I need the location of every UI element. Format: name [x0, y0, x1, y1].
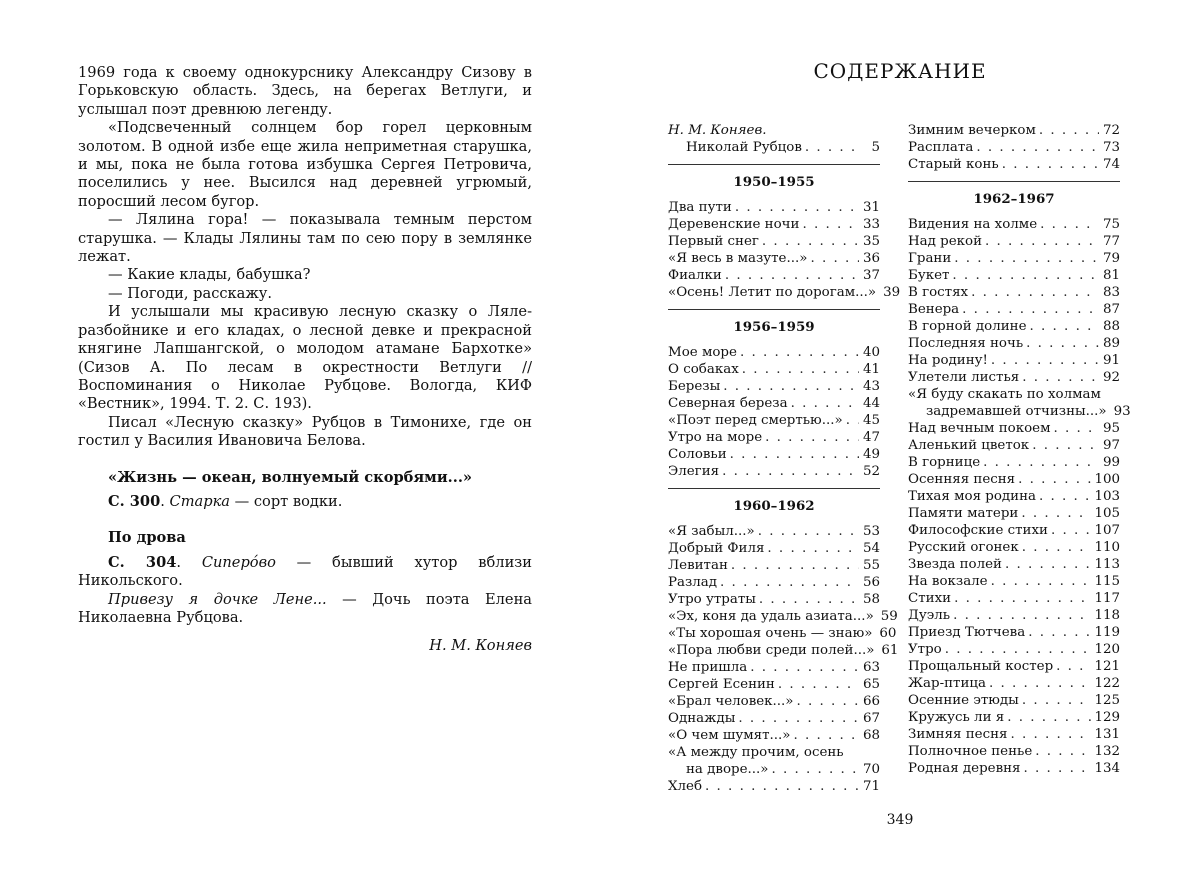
leader-dots	[976, 139, 1099, 156]
toc-entry-title: Северная береза	[668, 396, 788, 411]
toc-entry	[908, 641, 1120, 658]
toc-entry	[908, 607, 1120, 624]
toc-entry-title: Березы	[668, 379, 721, 394]
leader-dots	[797, 693, 860, 710]
toc-entry-page: 72	[1102, 123, 1120, 138]
toc-entry	[668, 267, 880, 284]
toc-entry-title: На вокзале	[908, 574, 988, 589]
toc-entry-page: 33	[862, 217, 880, 232]
leader-dots	[731, 557, 859, 574]
toc-entry-title: О собаках	[668, 362, 739, 377]
toc-section-heading: 1960–1962	[733, 498, 815, 514]
toc-entry-page: 31	[862, 200, 880, 215]
leader-dots	[971, 284, 1099, 301]
toc-entry-page: 117	[1094, 591, 1120, 606]
toc-entry	[668, 642, 899, 659]
paragraph: — Какие клады, бабушка?	[108, 266, 311, 284]
leader-dots	[759, 591, 859, 608]
leader-dots	[1022, 539, 1092, 556]
toc-entry-title: Полночное пенье	[908, 744, 1033, 759]
toc-entry-title: Дуэль	[908, 608, 951, 623]
toc-entry	[668, 710, 880, 727]
toc-entry-page: 131	[1094, 727, 1120, 742]
toc-entry-title: Грани	[908, 251, 952, 266]
toc-entry-page: 36	[862, 251, 880, 266]
toc-title: СОДЕРЖАНИЕ	[813, 59, 987, 83]
toc-entry	[668, 429, 880, 446]
toc-entry	[908, 488, 1120, 505]
toc-entry	[908, 454, 1120, 471]
toc-entry-title: задремавшей отчизны...»	[926, 404, 1107, 419]
toc-entry-title: Последняя ночь	[908, 336, 1024, 351]
toc-entry-page: 132	[1094, 744, 1120, 759]
toc-entry-title: Утро утраты	[668, 592, 756, 607]
toc-entry-title: Над вечным покоем	[908, 421, 1051, 436]
toc-entry-page: 41	[862, 362, 880, 377]
toc-entry-page: 35	[862, 234, 880, 249]
toc-entry-title: Хлеб	[668, 779, 703, 794]
toc-entry-page: 129	[1094, 710, 1120, 725]
toc-entry	[908, 675, 1120, 692]
toc-entry-page: 55	[862, 558, 880, 573]
toc-entry	[668, 761, 880, 778]
toc-entry-page: 122	[1094, 676, 1120, 691]
toc-entry	[668, 523, 880, 540]
leader-dots	[1051, 522, 1092, 539]
paragraph: 1969 года к своему однокурснику Александру Сизову в Горьковскую область. Здесь, на берегах Ветлуги, и услышал поэт древнюю легенду.	[78, 64, 532, 118]
toc-entry-page: 125	[1094, 693, 1120, 708]
leader-dots	[722, 463, 859, 480]
leader-dots	[1002, 156, 1099, 173]
toc-entry	[668, 540, 880, 557]
note-ref: С. 300	[108, 492, 161, 510]
leader-dots	[805, 139, 859, 156]
toc-entry-title: Улетели листья	[908, 370, 1020, 385]
toc-entry-page: 83	[1102, 285, 1120, 300]
toc-column-right	[908, 122, 1131, 777]
toc-entry-title: Зимним вечерком	[908, 123, 1036, 138]
leader-dots	[983, 454, 1099, 471]
toc-entry-title: Не пришла	[668, 660, 748, 675]
paragraph: — Погоди, расскажу.	[108, 284, 273, 302]
note-ref: С. 304	[108, 553, 177, 571]
note-text: — Дочь поэта Елена Николаевна Рубцова.	[78, 590, 532, 626]
leader-dots	[810, 250, 859, 267]
leader-dots	[962, 301, 1099, 318]
toc-entry-page: 58	[862, 592, 880, 607]
toc-entry-title: Элегия	[668, 464, 720, 479]
toc-entry	[908, 284, 1120, 301]
toc-entry	[668, 693, 880, 710]
leader-dots	[954, 590, 1091, 607]
toc-entry-page: 70	[862, 762, 880, 777]
leader-dots	[1005, 556, 1092, 573]
paragraph: И услышали мы красивую лесную сказку о Ляле-разбойнике и его кладах, о лесной девке и прекрасной княгине Лапшангской, о молодом атамане Бархотке» (Сизов А. По лесам в окрестности Ветлуги // Воспоминания о Николае Рубцове. Вологда, КИФ «Вестник», 1994. Т. 2. С. 193).	[78, 303, 532, 413]
leader-dots	[954, 250, 1099, 267]
leader-dots	[1026, 335, 1099, 352]
toc-entry-title: «Эх, коня да удаль азиата...»	[668, 609, 874, 624]
toc-entry-page: 67	[862, 711, 880, 726]
leader-dots	[991, 352, 1099, 369]
toc-entry-title: Жар-птица	[908, 676, 986, 691]
toc-entry	[668, 361, 880, 378]
toc-entry	[668, 574, 880, 591]
leader-dots	[1040, 216, 1099, 233]
leader-dots	[1024, 760, 1092, 777]
toc-entry-page: 119	[1094, 625, 1120, 640]
toc-entry-title: Видения на холме	[908, 217, 1038, 232]
leader-dots	[1021, 505, 1091, 522]
toc-entry-title: Сергей Есенин	[668, 677, 775, 692]
toc-entry-title: Памяти матери	[908, 506, 1019, 521]
toc-entry-page: 113	[1094, 557, 1120, 572]
toc-entry	[668, 625, 897, 642]
toc-entry-title: Осенняя песня	[908, 472, 1016, 487]
toc-entry-page: 105	[1094, 506, 1120, 521]
toc-section-heading: 1956–1959	[733, 319, 815, 335]
toc-entry	[908, 139, 1120, 156]
toc-entry-page: 115	[1094, 574, 1120, 589]
note-term: Привезу я дочке Лене...	[108, 590, 327, 608]
toc-entry	[908, 624, 1120, 641]
leader-dots	[1032, 437, 1099, 454]
toc-entry-page: 77	[1102, 234, 1120, 249]
leader-dots	[1022, 692, 1092, 709]
toc-entry-title: Фиалки	[668, 268, 722, 283]
toc-entry-page: 89	[1102, 336, 1120, 351]
toc-entry-page: 95	[1102, 421, 1120, 436]
leader-dots	[1010, 726, 1091, 743]
divider	[908, 181, 1120, 182]
divider	[668, 309, 880, 310]
toc-entry-title: Разлад	[668, 575, 718, 590]
toc-entry	[908, 352, 1120, 369]
leader-dots	[1018, 471, 1091, 488]
section-title: «Жизнь — океан, волнуемый скорбями...»	[108, 468, 473, 486]
toc-entry-page: 40	[862, 345, 880, 360]
leader-dots	[735, 199, 859, 216]
toc-entry-page: 118	[1094, 608, 1120, 623]
toc-entry-title: Русский огонек	[908, 540, 1019, 555]
toc-entry	[668, 139, 880, 156]
toc-entry-page: 110	[1094, 540, 1120, 555]
note: С. 304. Сиперóво — бывший хутор вблизи Никольского.	[78, 553, 532, 590]
toc-entry	[908, 335, 1120, 352]
toc-entry-title: Расплата	[908, 140, 974, 155]
leader-dots	[1022, 369, 1099, 386]
toc-entry-page: 88	[1102, 319, 1120, 334]
toc-entry-page: 73	[1102, 140, 1120, 155]
toc-entry	[668, 284, 901, 301]
toc-entry	[908, 556, 1120, 573]
toc-entry-page: 54	[862, 541, 880, 556]
toc-entry-page: 99	[1102, 455, 1120, 470]
toc-entry-title: «Я забыл...»	[668, 524, 755, 539]
toc-entry	[668, 676, 880, 693]
toc-entry-page: 49	[862, 447, 880, 462]
leader-dots	[791, 395, 859, 412]
toc-entry-page: 44	[862, 396, 880, 411]
toc-entry-page: 81	[1102, 268, 1120, 283]
toc-intro-author: Н. М. Коняев.	[668, 123, 767, 138]
toc-entry	[908, 267, 1120, 284]
toc-entry	[908, 505, 1120, 522]
toc-entry	[668, 216, 880, 233]
toc-entry-page: 107	[1094, 523, 1120, 538]
paragraph: Писал «Лесную сказку» Рубцов в Тимонихе, где он гостил у Василия Ивановича Белова.	[78, 413, 532, 450]
toc-column-left	[668, 122, 901, 795]
leader-dots	[989, 675, 1091, 692]
toc-entry-title: Однажды	[668, 711, 736, 726]
leader-dots	[802, 216, 859, 233]
toc-entry	[668, 344, 880, 361]
toc-section-heading: 1962–1967	[973, 191, 1055, 207]
toc-entry	[668, 412, 880, 429]
toc-entry	[668, 591, 880, 608]
toc-entry	[908, 301, 1120, 318]
toc-entry-title: «Осень! Летит по дорогам...»	[668, 285, 877, 300]
signature: Н. М. Коняев	[429, 637, 532, 655]
toc-entry-page: 65	[862, 677, 880, 692]
leader-dots	[778, 676, 859, 693]
toc-entry	[908, 233, 1120, 250]
leader-dots	[765, 429, 859, 446]
toc-entry-page: 5	[871, 140, 880, 155]
toc-entry	[908, 573, 1120, 590]
toc-entry-page: 121	[1094, 659, 1120, 674]
note	[78, 591, 532, 628]
toc-section-heading: 1950–1955	[733, 174, 815, 190]
toc-entry-title: Мое море	[668, 345, 737, 360]
note-term: Старка	[169, 492, 230, 510]
toc-entry-title: «Я весь в мазуте...»	[668, 251, 808, 266]
toc-entry-title: Кружусь ли я	[908, 710, 1005, 725]
toc-entry-page: 61	[881, 643, 899, 658]
toc-entry	[908, 216, 1120, 233]
toc-entry	[668, 446, 880, 463]
leader-dots	[985, 233, 1099, 250]
toc-entry	[908, 156, 1120, 173]
leader-dots	[771, 761, 859, 778]
toc-entry-title: Тихая моя родина	[908, 489, 1036, 504]
toc-entry-title: Старый конь	[908, 157, 999, 172]
toc-entry-page: 45	[862, 413, 880, 428]
toc-entry	[908, 437, 1120, 454]
note: С. 300. Старка — сорт водки.	[108, 492, 343, 510]
toc-entry-title: В горнице	[908, 455, 981, 470]
note-text: — сорт водки.	[230, 492, 343, 510]
toc-entry-page: 37	[862, 268, 880, 283]
toc-entry-page: 63	[862, 660, 880, 675]
toc-entry-page: 134	[1094, 761, 1120, 776]
section-title: По дрова	[108, 529, 186, 547]
leader-dots	[1007, 709, 1091, 726]
toc-entry-title: В гостях	[908, 285, 969, 300]
toc-entry-title: Утро	[908, 642, 942, 657]
toc-entry-page: 87	[1102, 302, 1120, 317]
toc-entry-title: Николай Рубцов	[686, 140, 802, 155]
toc-entry-page: 91	[1102, 353, 1120, 368]
leader-dots	[758, 523, 859, 540]
toc-entry-title: Добрый Филя	[668, 541, 765, 556]
leader-dots	[953, 607, 1091, 624]
leader-dots	[720, 574, 859, 591]
toc-entry-page: 71	[862, 779, 880, 794]
toc-entry-page: 93	[1113, 404, 1131, 419]
toc-entry-page: 120	[1094, 642, 1120, 657]
toc-entry	[668, 378, 880, 395]
toc-entry	[668, 250, 880, 267]
leader-dots	[1054, 420, 1100, 437]
leader-dots	[762, 233, 859, 250]
toc-entry-title: Осенние этюды	[908, 693, 1019, 708]
leader-dots	[767, 540, 859, 557]
toc-entry	[908, 403, 1131, 420]
toc-entry	[908, 658, 1120, 675]
toc-entry-page: 74	[1102, 157, 1120, 172]
toc-entry-title: Первый снег	[668, 234, 759, 249]
toc-entry-title: Стихи	[908, 591, 952, 606]
leader-dots	[705, 778, 859, 795]
toc-entry	[908, 471, 1120, 488]
toc-entry	[908, 122, 1120, 139]
leader-dots	[793, 727, 859, 744]
toc-entry-page: 59	[880, 609, 898, 624]
toc-entry-title: Прощальный костер	[908, 659, 1054, 674]
toc-entry-title: Приезд Тютчева	[908, 625, 1026, 640]
toc-entry-title: На родину!	[908, 353, 988, 368]
toc-entry	[668, 778, 880, 795]
note-text: — бывший хутор вблизи Никольского.	[78, 553, 532, 590]
toc-entry-page: 56	[862, 575, 880, 590]
toc-entry-page: 100	[1094, 472, 1120, 487]
toc-entry	[908, 760, 1120, 777]
toc-entry	[908, 709, 1120, 726]
toc-entry-page: 92	[1102, 370, 1120, 385]
toc-entry-title: «О чем шумят...»	[668, 728, 791, 743]
toc-entry	[908, 590, 1120, 607]
leader-dots	[730, 446, 859, 463]
toc-entry-title: Деревенские ночи	[668, 217, 800, 232]
toc-entry-page: 103	[1094, 489, 1120, 504]
leader-dots	[738, 710, 859, 727]
toc-entry	[908, 726, 1120, 743]
toc-entry-title: Аленький цветок	[908, 438, 1030, 453]
toc-entry-page: 66	[862, 694, 880, 709]
toc-entry	[908, 539, 1120, 556]
toc-entry-title: Левитан	[668, 558, 728, 573]
toc-entry-title: Звезда полей	[908, 557, 1002, 572]
leader-dots	[991, 573, 1092, 590]
leader-dots	[846, 412, 859, 429]
toc-entry-title: Зимняя песня	[908, 727, 1008, 742]
toc-entry-page: 75	[1102, 217, 1120, 232]
toc-entry	[668, 395, 880, 412]
divider	[668, 164, 880, 165]
toc-entry-page: 52	[862, 464, 880, 479]
toc-entry-page: 79	[1102, 251, 1120, 266]
leader-dots	[725, 267, 859, 284]
toc-entry	[908, 743, 1120, 760]
toc-entry	[908, 369, 1120, 386]
toc-entry	[668, 233, 880, 250]
leader-dots	[1035, 743, 1091, 760]
leader-dots	[750, 659, 859, 676]
toc-entry-page: 97	[1102, 438, 1120, 453]
toc-entry-title: «Брал человек...»	[668, 694, 794, 709]
toc-entry-title: Над рекой	[908, 234, 983, 249]
divider	[668, 488, 880, 489]
toc-entry	[668, 557, 880, 574]
leader-dots	[1039, 122, 1099, 139]
toc-entry	[908, 420, 1120, 437]
toc-entry-title: «Пора любви среди полей...»	[668, 643, 875, 658]
leader-dots	[1030, 318, 1099, 335]
toc-entry	[908, 522, 1120, 539]
leader-dots	[740, 344, 859, 361]
toc-entry-page: 47	[862, 430, 880, 445]
paragraph: «Подсвеченный солнцем бор горел церковным золотом. В одной избе еще жила неприметная старушка, и мы, пока не была готова избушка Сергея Петровича, поселились у нее. Высился над деревней угрюмый, поросший лесом бугор.	[78, 119, 532, 210]
toc-entry-title: Два пути	[668, 200, 732, 215]
toc-entry-title: В горной долине	[908, 319, 1027, 334]
toc-entry-title: Утро на море	[668, 430, 763, 445]
toc-entry	[668, 608, 898, 625]
toc-entry-title: «Я буду скакать по холмам	[908, 387, 1101, 402]
toc-entry	[668, 727, 880, 744]
leader-dots	[1056, 658, 1091, 675]
toc-entry-page: 68	[862, 728, 880, 743]
toc-entry	[908, 250, 1120, 267]
toc-entry-title: на дворе...»	[686, 762, 769, 777]
leader-dots	[952, 267, 1099, 284]
toc-entry	[668, 463, 880, 480]
paragraph: — Лялина гора! — показывала темным перстом старушка. — Клады Лялины там по сею пору в землянке лежат.	[78, 211, 532, 266]
toc-entry-title: Родная деревня	[908, 761, 1021, 776]
toc-entry-title: Философские стихи	[908, 523, 1048, 538]
toc-entry-title: Букет	[908, 268, 950, 283]
toc-entry-page: 53	[862, 524, 880, 539]
toc-entry-title: Соловьи	[668, 447, 727, 462]
leader-dots	[723, 378, 859, 395]
toc-entry-page: 39	[883, 285, 901, 300]
toc-entry	[908, 692, 1120, 709]
toc-entry	[668, 659, 880, 676]
toc-entry-title: Венера	[908, 302, 960, 317]
toc-entry-title: «А между прочим, осень	[668, 745, 844, 760]
left-page-body	[78, 64, 532, 656]
toc-entry-title: «Ты хорошая очень — знаю»	[668, 626, 873, 641]
leader-dots	[742, 361, 859, 378]
note-term: Сиперóво	[201, 553, 276, 571]
toc-entry-page: 43	[862, 379, 880, 394]
toc-entry-title: «Поэт перед смертью...»	[668, 413, 843, 428]
toc-entry	[908, 318, 1120, 335]
leader-dots	[1039, 488, 1091, 505]
leader-dots	[945, 641, 1092, 658]
page-number: 349	[886, 812, 914, 828]
toc-entry-page: 60	[879, 626, 897, 641]
toc-entry	[668, 199, 880, 216]
leader-dots	[1028, 624, 1091, 641]
